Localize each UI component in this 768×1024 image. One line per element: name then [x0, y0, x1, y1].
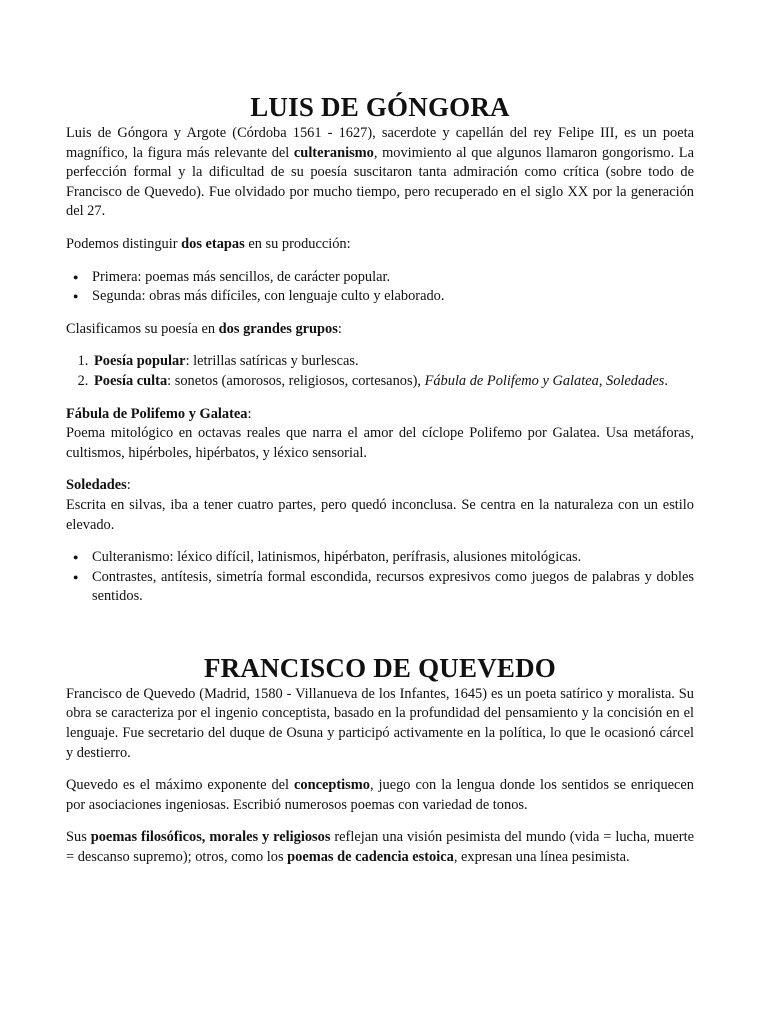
text: reflejan una visión pesimista del mundo (vida = lucha, muerte = descanso supremo); otros, como los	[66, 829, 694, 866]
list-item: ● Contrastes, antítesis, simetría formal escondida, recursos expresivos como juegos de palabras y dobles sentidos.	[92, 568, 694, 607]
section-title-gongora: LUIS DE GÓNGORA	[250, 92, 510, 122]
soledades-paragraph	[66, 476, 694, 535]
text: Poema mitológico en octavas reales que narra el amor del cíclope Polifemo por Galatea. Usa metáforas, cultismos, hipérboles, hipérbatos, y léxico sensorial.	[66, 425, 694, 461]
subheading: Fábula de Polifemo y Galatea	[66, 405, 248, 422]
etapas-list	[66, 268, 694, 307]
text: .	[664, 372, 668, 389]
subheading: Soledades	[66, 477, 127, 494]
bold-term: dos etapas	[181, 235, 245, 252]
italic-title: Fábula de Polifemo y Galatea	[424, 372, 599, 389]
bold-term: dos grandes grupos	[218, 320, 338, 337]
text: en su producción:	[244, 235, 351, 252]
bold-term: poemas filosóficos, morales y religiosos	[90, 829, 331, 846]
text: Quevedo es el máximo exponente del	[66, 777, 295, 794]
list-item	[92, 372, 694, 392]
poemas-paragraph	[66, 828, 694, 867]
section-title-quevedo: FRANCISCO DE QUEVEDO	[203, 652, 557, 683]
list-item: ● Primera: poemas más sencillos, de carácter popular.	[92, 268, 694, 288]
text: , juego con la lengua donde los sentidos se enriquecen por asociaciones ingeniosas. Escribió numerosos poemas con variedad de tonos.	[66, 777, 694, 813]
conceptismo-paragraph	[66, 776, 694, 815]
bold-term: culteranismo	[293, 144, 374, 161]
quevedo-intro-paragraph: Francisco de Quevedo (Madrid, 1580 - Villanueva de los Infantes, 1645) es un poeta satírico y moralista. Su obra se caracteriza por el ingenio conceptista, basado en la profundidad del pensamiento y la concisión en el lenguaje. Fue secretario del duque de Osuna y participó activamente en la política, lo que le ocasionó cárcel y destierro.	[66, 685, 694, 761]
rasgos-list	[66, 548, 694, 607]
list-item: ● Segunda: obras más difíciles, con lenguaje culto y elaborado.	[92, 287, 694, 307]
list-item	[92, 352, 694, 372]
polifemo-paragraph	[66, 405, 694, 464]
list-item: ● Culteranismo: léxico difícil, latinismos, hipérbaton, perífrasis, alusiones mitológicas.	[92, 548, 694, 568]
bold-term: Poesía popular	[94, 353, 186, 370]
grupos-paragraph	[66, 320, 694, 340]
grupos-list	[66, 352, 694, 391]
text: Escrita en silvas, iba a tener cuatro partes, pero quedó inconclusa. Se centra en la naturaleza con un estilo elevado.	[66, 496, 694, 533]
bold-term: conceptismo	[294, 777, 370, 794]
text: : letrillas satíricas y burlescas.	[185, 353, 359, 370]
bold-term: poemas de cadencia estoica	[287, 849, 454, 866]
text: Podemos distinguir	[66, 235, 182, 252]
text: : sonetos (amorosos, religiosos, cortesanos),	[167, 372, 425, 389]
text: Sus	[66, 829, 91, 846]
text: , movimiento al que algunos llamaron gongorismo. La perfección formal y la dificultad de su poesía suscitaron tanta admiración como crítica (sobre todo de Francisco de Quevedo). Fue olvidado por mucho tiempo, pero recuperado en el siglo XX por la generación del 27.	[66, 144, 694, 220]
bold-term: Poesía culta	[94, 372, 168, 389]
text: ,	[598, 372, 607, 389]
italic-title: Soledades	[606, 372, 665, 389]
etapas-paragraph	[66, 235, 694, 255]
text: Luis de Góngora y Argote (Córdoba 1561 - 1627), sacerdote y capellán del rey Felipe III, es un poeta magnífico, la figura más relevante del	[66, 125, 694, 161]
text: :	[337, 320, 342, 337]
text: :	[247, 405, 252, 422]
text: , expresan una línea pesimista.	[453, 849, 630, 866]
text: Clasificamos su poesía en	[66, 320, 219, 337]
text: :	[126, 477, 131, 494]
gongora-intro-paragraph	[66, 124, 694, 222]
